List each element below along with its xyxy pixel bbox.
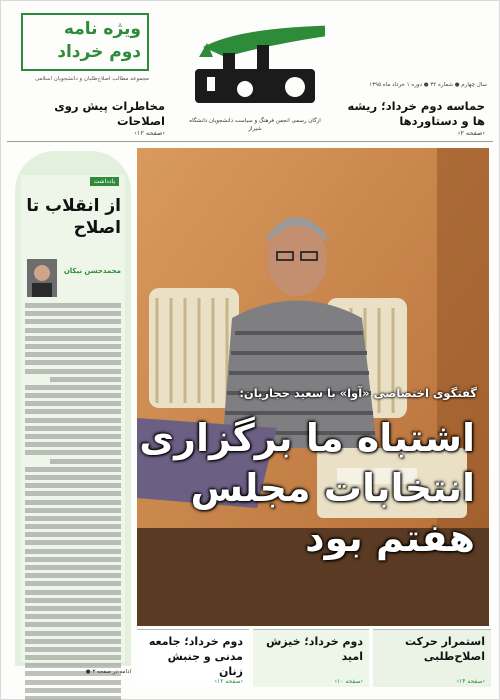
bottom-story-page-ref: ‹صفحه ۱۰› (334, 678, 363, 685)
issue-info: سال چهارم ● شماره ۳۲ ● دوره ۱ خرداد ماه ۱۳۹۵ (369, 82, 487, 88)
ava-logo (185, 17, 325, 132)
bottom-story-title: استمرار حرکت اصلاح‌طلبی (404, 635, 485, 663)
header-story-title: مخاطرات پیش روی اصلاحات (54, 99, 165, 128)
bottom-story-page-ref: ‹صفحه ۱۴› (456, 678, 485, 685)
header-story-page-ref: ‹صفحه ۲› (457, 129, 485, 137)
bottom-story-1[interactable] (373, 629, 491, 687)
header-story-left[interactable] (25, 99, 165, 139)
special-issue-subtitle: مجموعه مطالب اصلاح‌طلبان و دانشجویان اسلامی (35, 76, 149, 82)
column-title[interactable]: از انقلاب تا اصلاح (26, 196, 121, 238)
header-story-page-ref: ‹صفحه ۱۲› (134, 129, 165, 137)
special-issue-box (21, 13, 149, 71)
header-story-right[interactable] (335, 99, 485, 139)
bottom-story-2[interactable] (253, 629, 369, 687)
column-body-text (25, 303, 121, 700)
lead-headline-line3[interactable]: هفتم بود (305, 516, 475, 560)
lead-headline-line1[interactable]: اشتباه ما برگزاری (139, 416, 475, 460)
bottom-story-title: دوم خرداد؛ جامعه مدنی و جنبش زنان (148, 635, 243, 678)
column-badge: یادداشت (90, 177, 119, 186)
author-name: محمدحسن نیکان (63, 267, 121, 275)
masthead (7, 7, 495, 135)
lead-photo (137, 148, 489, 626)
opinion-column (15, 151, 131, 666)
header-story-title: حماسه دوم خرداد؛ ریشه ها و دستاوردها (347, 99, 485, 128)
logo-swoosh-icon (185, 17, 325, 115)
column-continue-note: ادامه در صفحه ۳ ● (85, 669, 131, 675)
special-issue-line1: ویژه نامه (63, 19, 141, 39)
masthead-divider (7, 141, 493, 142)
logo-tagline: ارگان رسمی انجمن فرهنگ و سیاست دانشجویان دانشگاه شیراز (189, 118, 321, 132)
bottom-story-3[interactable] (137, 629, 249, 687)
lead-kicker: گفتگوی اختصاصی «آوا» با سعید حجاریان: (239, 386, 477, 400)
bottom-story-title: دوم خرداد؛ خیزش امید (266, 635, 363, 663)
lead-headline-line2[interactable]: انتخابات مجلس (190, 466, 475, 510)
author-avatar (27, 259, 57, 297)
bottom-story-page-ref: ‹صفحه ۱۲› (214, 678, 243, 685)
special-issue-line2: دوم خرداد (57, 42, 141, 62)
